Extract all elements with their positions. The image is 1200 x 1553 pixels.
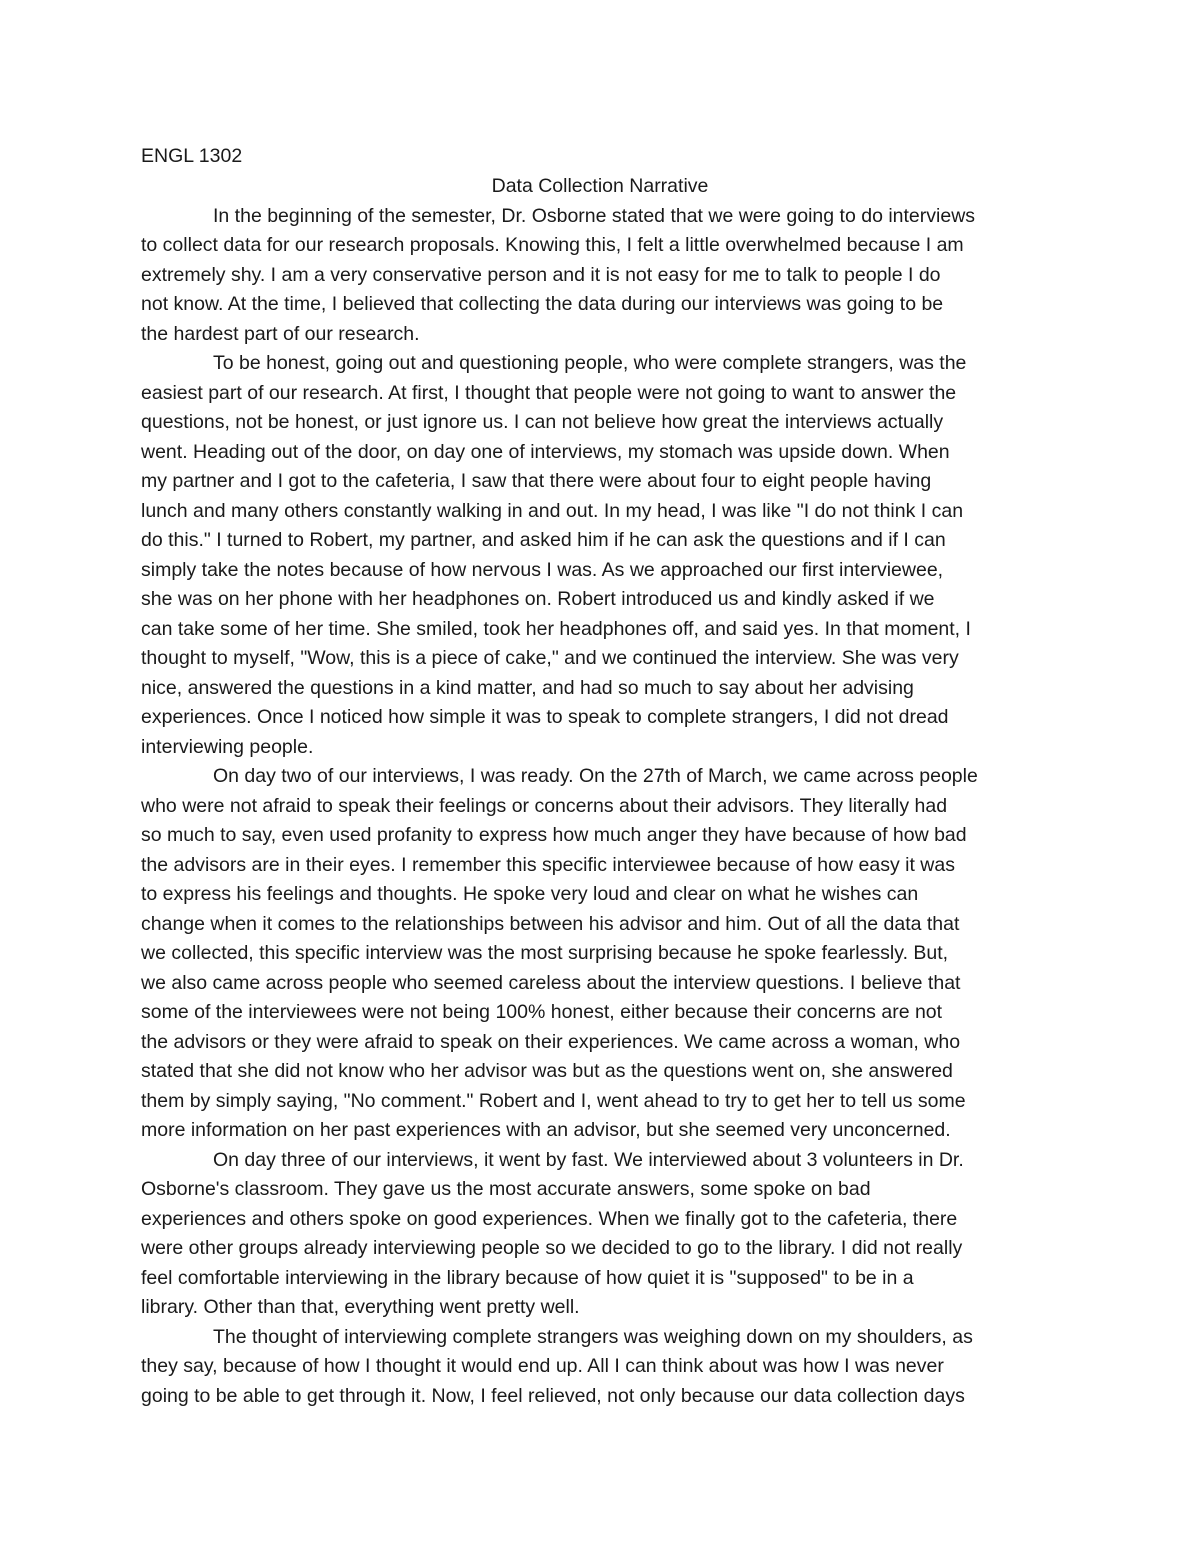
paragraph-line: they say, because of how I thought it would end up. All I can think about was how I was never [141,1355,944,1377]
paragraph-line: so much to say, even used profanity to express how much anger they have because of how bad [141,824,967,846]
paragraph-line: going to be able to get through it. Now, I feel relieved, not only because our data collection days [141,1384,965,1407]
paragraph [141,1323,1061,1412]
paragraph-line: stated that she did not know who her advisor was but as the questions went on, she answered [141,1060,953,1082]
paragraph-line: some of the interviewees were not being 100% honest, either because their concerns are not [141,1001,943,1023]
paragraph [141,762,1061,1146]
paragraph [141,349,1061,762]
document-title: Data Collection Narrative [491,175,709,197]
paragraph-line: lunch and many others constantly walking in and out. In my head, I was like "I do not think I can [141,499,964,522]
paragraph-line: extremely shy. I am a very conservative person and it is not easy for me to talk to people I do [141,263,941,286]
paragraph-line: went. Heading out of the door, on day one of interviews, my stomach was upside down. When [141,440,950,463]
paragraph [141,202,1061,350]
paragraph-line: thought to myself, "Wow, this is a piece of cake," and we continued the interview. She was very [141,647,959,669]
paragraph-line: not know. At the time, I believed that collecting the data during our interviews was going to be [141,293,944,315]
paragraph-line: them by simply saying, "No comment." Robert and I, went ahead to try to get her to tell us some [141,1089,966,1112]
paragraph-line: simply take the notes because of how nervous I was. As we approached our first interviewee, [141,558,944,581]
paragraph-line: The thought of interviewing complete strangers was weighing down on my shoulders, as [213,1325,973,1348]
paragraph-line: can take some of her time. She smiled, took her headphones off, and said yes. In that moment, I [141,617,971,640]
paragraph-line: the advisors are in their eyes. I remember this specific interviewee because of how easy it was [141,853,955,876]
paragraph-line: On day two of our interviews, I was ready. On the 27th of March, we came across people [213,765,978,787]
paragraph-line: we also came across people who seemed careless about the interview questions. I believe that [141,971,961,994]
paragraph-line: who were not afraid to speak their feelings or concerns about their advisors. They literally had [141,794,948,817]
paragraph [141,1146,1061,1323]
paragraph-line: interviewing people. [141,735,314,758]
paragraph-line: the hardest part of our research. [141,322,420,345]
paragraph-line: we collected, this specific interview was the most surprising because he spoke fearlessly. But, [141,942,949,964]
paragraph-line: more information on her past experiences with an advisor, but she seemed very unconcerned. [141,1119,951,1141]
paragraph-line: In the beginning of the semester, Dr. Osborne stated that we were going to do interviews [213,204,976,227]
paragraph-line: library. Other than that, everything went pretty well. [141,1296,580,1318]
paragraph-line: to express his feelings and thoughts. He spoke very loud and clear on what he wishes can [141,883,919,905]
paragraph-line: experiences and others spoke on good experiences. When we finally got to the cafeteria, there [141,1207,958,1230]
paragraph-line: questions, not be honest, or just ignore us. I can not believe how great the interviews actually [141,411,944,433]
paragraph-line: On day three of our interviews, it went by fast. We interviewed about 3 volunteers in Dr. [213,1148,964,1171]
paragraph-line: nice, answered the questions in a kind matter, and had so much to say about her advising [141,676,914,699]
paragraph-line: experiences. Once I noticed how simple it was to speak to complete strangers, I did not dread [141,706,949,728]
paragraph-line: the advisors or they were afraid to speak on their experiences. We came across a woman, who [141,1030,961,1053]
paragraph-line: to collect data for our research proposals. Knowing this, I felt a little overwhelmed because I am [141,234,964,256]
paragraph-line: my partner and I got to the cafeteria, I saw that there were about four to eight people having [141,470,932,492]
document-body [141,172,1061,1411]
paragraph-line: change when it comes to the relationships between his advisor and him. Out of all the data that [141,912,960,935]
paragraph-line: were other groups already interviewing people so we decided to go to the library. I did not really [141,1237,963,1259]
paragraph-line: do this." I turned to Robert, my partner, and asked him if he can ask the questions and if I can [141,529,946,551]
paragraph-line: To be honest, going out and questioning people, who were complete strangers, was the [213,352,967,374]
paragraph-line: easiest part of our research. At first, I thought that people were not going to want to answer the [141,381,957,404]
paragraph-line: Osborne's classroom. They gave us the most accurate answers, some spoke on bad [141,1178,871,1200]
paragraph-line: she was on her phone with her headphones on. Robert introduced us and kindly asked if we [141,588,935,610]
paragraph-line: feel comfortable interviewing in the library because of how quiet it is "supposed" to be in a [141,1266,914,1289]
course-heading: ENGL 1302 [141,145,243,167]
